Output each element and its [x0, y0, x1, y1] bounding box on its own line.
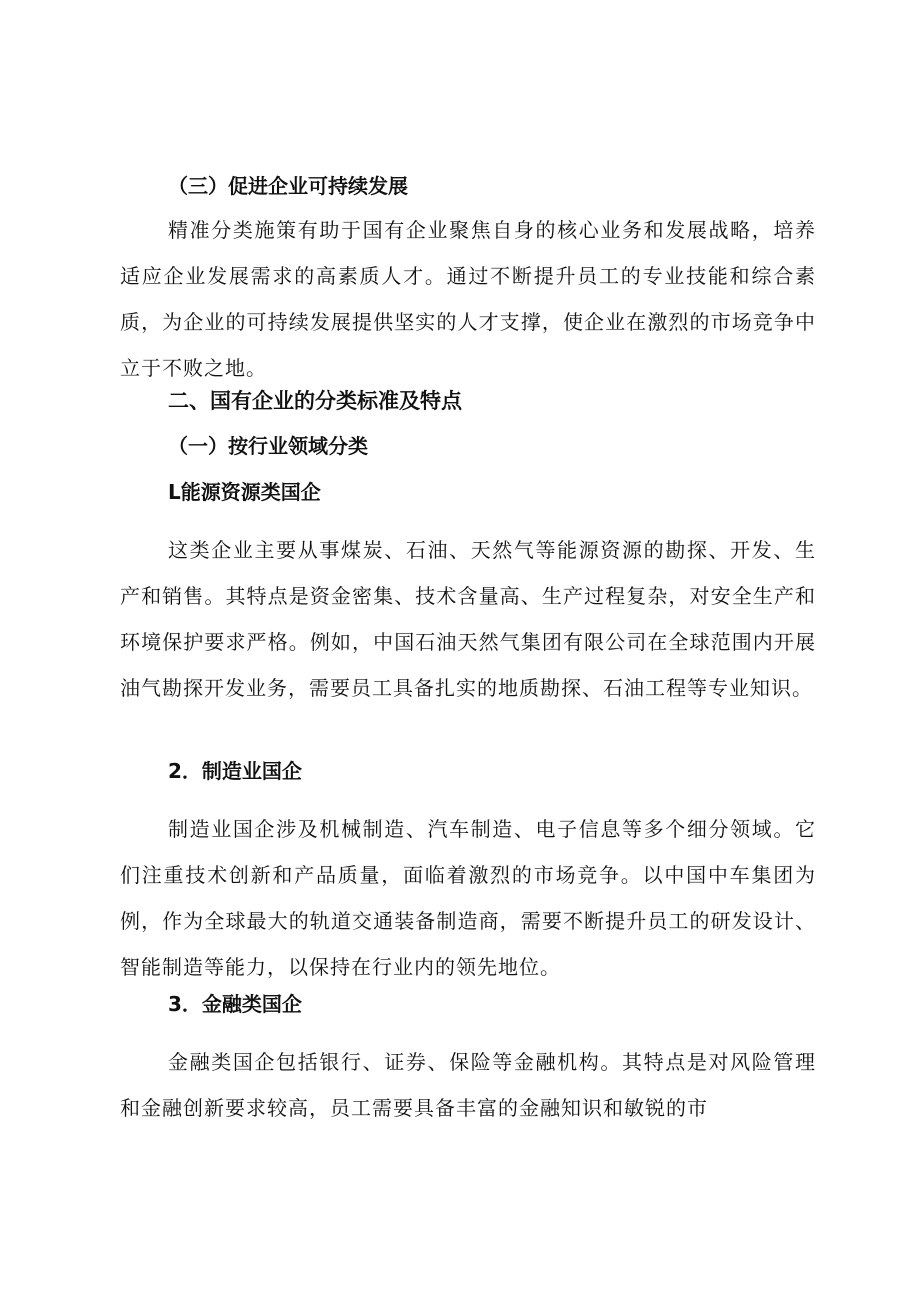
item-heading-finance: 3．金融类国企: [168, 992, 302, 1016]
section-heading-by-industry: （一）按行业领域分类: [168, 434, 368, 458]
paragraph-finance: 金融类国企包括银行、证券、保险等金融机构。其特点是对风险管理和金融创新要求较高，员工需要具备丰富的金融知识和敏锐的市: [120, 1050, 816, 1120]
paragraph-manufacturing: 制造业国企涉及机械制造、汽车制造、电子信息等多个细分领域。它们注重技术创新和产品质量，面临着激烈的市场竞争。以中国中车集团为例，作为全球最大的轨道交通装备制造商，需要不断提升员工的研发设计、智能制造等能力，以保持在行业内的领先地位。: [120, 817, 816, 979]
item-heading-energy-resources: L能源资源类国企: [168, 480, 321, 504]
section-heading-promote-sustainable-development: （三）促进企业可持续发展: [168, 174, 408, 198]
paragraph-energy-resources: 这类企业主要从事煤炭、石油、天然气等能源资源的勘探、开发、生产和销售。其特点是资金密集、技术含量高、生产过程复杂，对安全生产和环境保护要求严格。例如，中国石油天然气集团有限公司在全球范围内开展油气勘探开发业务，需要员工具备扎实的地质勘探、石油工程等专业知识。: [120, 538, 816, 700]
chapter-heading-classification-standards: 二、国有企业的分类标准及特点: [168, 389, 462, 413]
paragraph-sustainable-development: 精准分类施策有助于国有企业聚焦自身的核心业务和发展战略，培养适应企业发展需求的高素质人才。通过不断提升员工的专业技能和综合素质，为企业的可持续发展提供坚实的人才支撑，使企业在激烈的市场竞争中立于不败之地。: [120, 218, 816, 380]
item-heading-manufacturing: 2．制造业国企: [168, 759, 302, 783]
